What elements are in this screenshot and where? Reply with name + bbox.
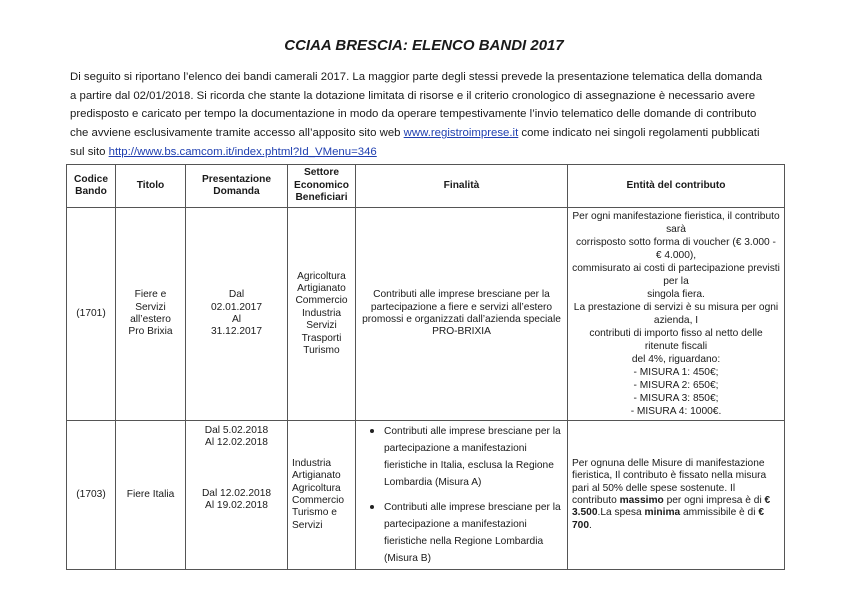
entita-cell: Per ogni manifestazione fieristica, il contributo sarà corrisposto sotto forma di voucher (€ 3.000 - € 4.000), commisurato ai costi di partecipazione previsti per la singola fiera. La prestazione di servizi è su misura per ogni azienda, I contributi di importo fisso al netto delle ritenute fiscali del 4%, riguardano: - MISURA 1: 450€; - MISURA 2: 650€; - MISURA 3: 850€; - MISURA 4: 1000€. — [568, 208, 785, 421]
list-item: Contributi alle imprese bresciane per la partecipazione a manifestazioni fieristiche in Italia, esclusa la Regione Lombardia (Misura A) — [360, 423, 563, 491]
registroimprese-link[interactable]: www.registroimprese.it — [403, 127, 519, 140]
header-settore: Settore Economico Beneficiari — [288, 165, 356, 208]
settore-cell: Industria Artigianato Agricoltura Commercio Turismo e Servizi — [288, 421, 356, 570]
codice-cell: (1703) — [67, 421, 116, 570]
list-item: Contributi alle imprese bresciane per la partecipazione a manifestazioni fieristiche nella Regione Lombardia (Misura B) — [360, 499, 563, 567]
bandi-table — [66, 164, 785, 570]
settore-cell: Agricoltura Artigianato Commercio Industria Servizi Trasporti Turismo — [288, 208, 356, 421]
finalita-list — [360, 423, 563, 567]
header-titolo: Titolo — [116, 165, 186, 208]
header-presentazione-domanda: Presentazione Domanda — [186, 165, 288, 208]
table-row — [67, 208, 785, 421]
presentazione-cell: Dal 5.02.2018 Al 12.02.2018 Dal 12.02.2018 Al 19.02.2018 — [186, 421, 288, 570]
table-header-row — [67, 165, 785, 208]
finalita-cell — [356, 421, 568, 570]
titolo-cell: Fiere e Servizi all’estero Pro Brixia — [116, 208, 186, 421]
header-codice-bando: Codice Bando — [67, 165, 116, 208]
finalita-cell: Contributi alle imprese bresciane per la partecipazione a fiere e servizi all’estero promossi e organizzati dall’azienda speciale PRO-BRIXIA — [356, 208, 568, 421]
camcom-link[interactable]: http://www.bs.camcom.it/index.phtml?Id_VMenu=346 — [108, 145, 377, 158]
header-finalita: Finalità — [356, 165, 568, 208]
header-entita: Entità del contributo — [568, 165, 785, 208]
presentazione-cell: Dal 02.01.2017 Al 31.12.2017 — [186, 208, 288, 421]
misure-list: - MISURA 1: 450€; - MISURA 2: 650€; - MISURA 3: 850€; - MISURA 4: 1000€. — [630, 367, 722, 417]
intro-text-between: come indicato nei singoli regolamenti pubblicati sul sito — [70, 127, 760, 158]
entita-cell: Per ognuna delle Misure di manifestazione fieristica, Il contributo è fissato nella misura pari al 50% delle spese sostenute. Il contributo massimo per ogni impresa è di € 3.500.La spesa minima ammissibile è di € 700. — [568, 421, 785, 570]
page-title: CCIAA BRESCIA: ELENCO BANDI 2017 — [284, 37, 564, 54]
codice-cell: (1701) — [67, 208, 116, 421]
intro-paragraph — [70, 68, 770, 162]
titolo-cell: Fiere Italia — [116, 421, 186, 570]
table-row — [67, 421, 785, 570]
intro-text: Di seguito si riportano l’elenco dei bandi camerali 2017. La maggior parte degli stessi prevede la presentazione telematica della domanda a partire dal 02/01/2018. Si ricorda che stante la dotazione limitata di risorse e il criterio cronologico di assegnazione è necessario avere predisposto e caricato per tempo la documentazione in modo da operare tempestivamente l’invio telematico delle domande di contributo che avviene esclusivamente tramite accesso all’apposito sito web — [70, 71, 763, 140]
